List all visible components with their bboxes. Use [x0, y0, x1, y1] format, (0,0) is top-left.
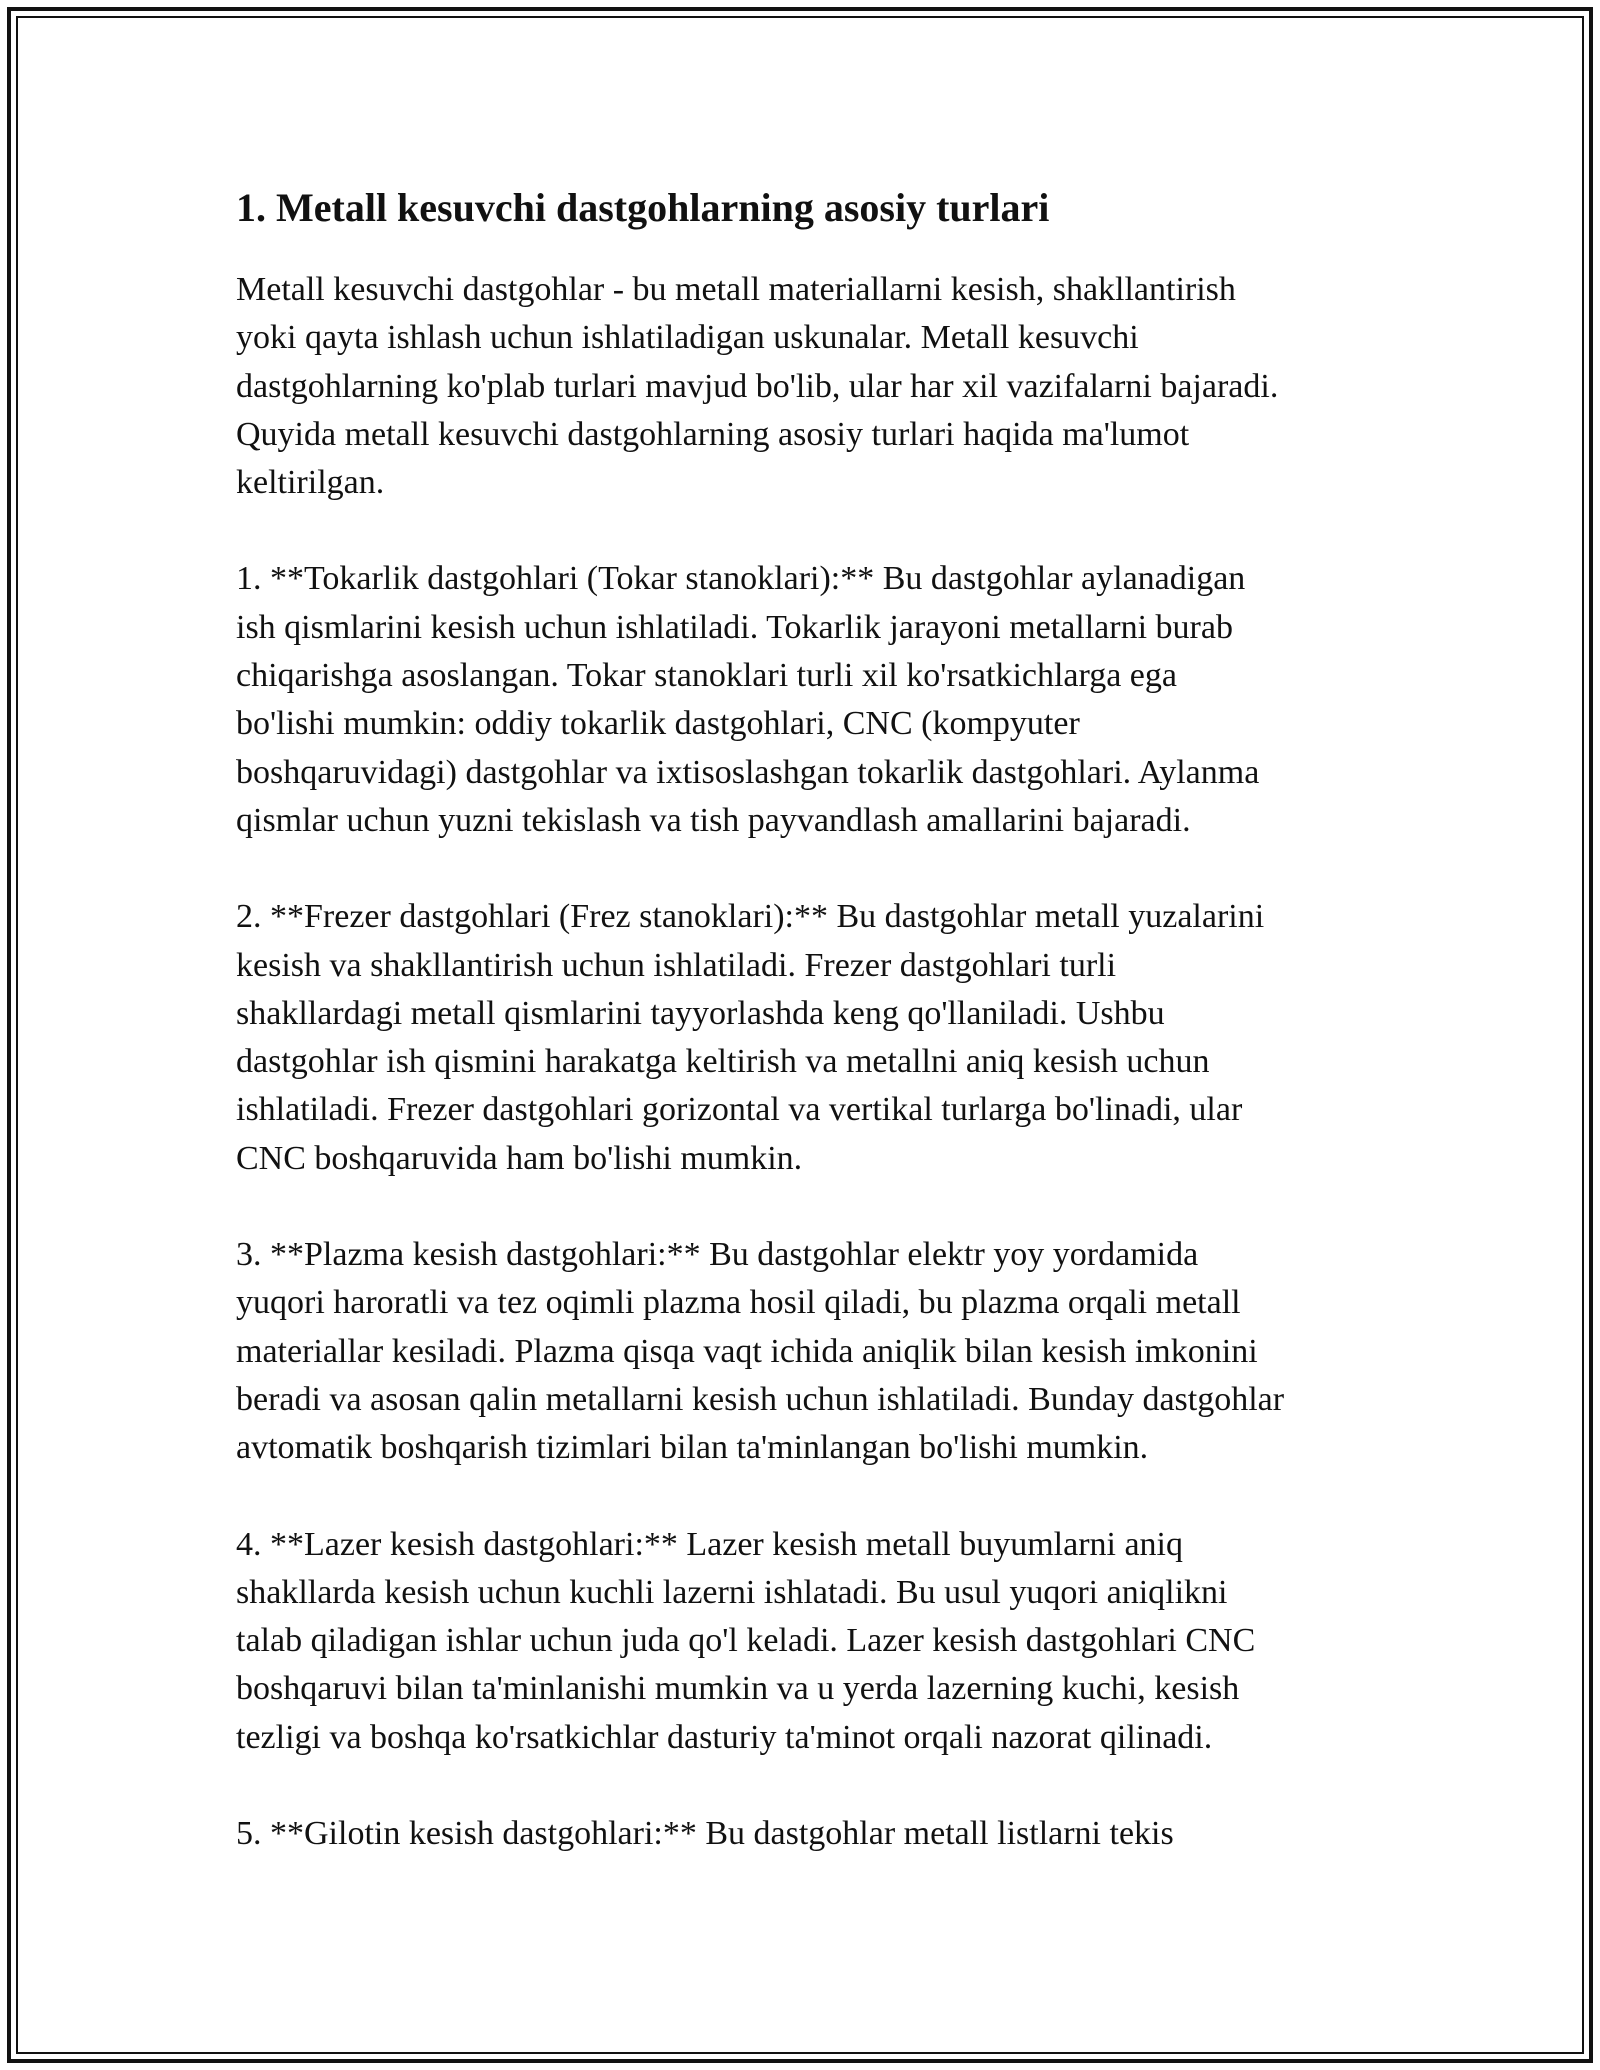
- list-item-paragraph: [236, 893, 1386, 1183]
- list-item-paragraph: [236, 1810, 1386, 1858]
- text-line: yuqori haroratli va tez oqimli plazma hosil qiladi, bu plazma orqali metall: [236, 1284, 1241, 1322]
- text-line: 3. **Plazma kesish dastgohlari:** Bu dastgohlar elektr yoy yordamida: [236, 1236, 1199, 1274]
- text-line: avtomatik boshqarish tizimlari bilan ta'minlangan bo'lishi mumkin.: [236, 1429, 1149, 1467]
- text-line: qismlar uchun yuzni tekislash va tish payvandlash amallarini bajaradi.: [236, 801, 1191, 839]
- list-item-paragraph: [236, 1521, 1386, 1762]
- text-line: 2. **Frezer dastgohlari (Frez stanoklari):** Bu dastgohlar metall yuzalarini: [236, 898, 1265, 936]
- text-line: talab qiladigan ishlar uchun juda qo'l keladi. Lazer kesish dastgohlari CNC: [236, 1622, 1256, 1660]
- text-line: boshqaruvidagi) dastgohlar va ixtisoslashgan tokarlik dastgohlari. Aylanma: [236, 753, 1260, 791]
- list-item-paragraph: [236, 1231, 1386, 1472]
- text-line: boshqaruvi bilan ta'minlanishi mumkin va u yerda lazerning kuchi, kesish: [236, 1670, 1240, 1708]
- intro-paragraph: [236, 266, 1386, 507]
- text-line: chiqarishga asoslangan. Tokar stanoklari turli xil ko'rsatkichlarga ega: [236, 657, 1177, 695]
- text-line: yoki qayta ishlash uchun ishlatiladigan uskunalar. Metall kesuvchi: [236, 319, 1139, 357]
- text-line: keltirilgan.: [236, 464, 385, 502]
- document-body: [236, 184, 1386, 1906]
- document-title: 1. Metall kesuvchi dastgohlarning asosiy turlari: [236, 185, 1050, 230]
- text-line: 1. **Tokarlik dastgohlari (Tokar stanoklari):** Bu dastgohlar aylanadigan: [236, 560, 1246, 598]
- text-line: 4. **Lazer kesish dastgohlari:** Lazer kesish metall buyumlarni aniq: [236, 1525, 1184, 1563]
- text-line: 5. **Gilotin kesish dastgohlari:** Bu dastgohlar metall listlarni tekis: [236, 1815, 1174, 1853]
- text-line: shakllarda kesish uchun kuchli lazerni ishlatadi. Bu usul yuqori aniqlikni: [236, 1573, 1228, 1611]
- text-line: ishlatiladi. Frezer dastgohlari gorizontal va vertikal turlarga bo'linadi, ular: [236, 1091, 1243, 1129]
- text-line: kesish va shakllantirish uchun ishlatiladi. Frezer dastgohlari turli: [236, 946, 1117, 984]
- text-line: tezligi va boshqa ko'rsatkichlar dasturiy ta'minot orqali nazorat qilinadi.: [236, 1718, 1213, 1756]
- text-line: ish qismlarini kesish uchun ishlatiladi. Tokarlik jarayoni metallarni burab: [236, 608, 1233, 646]
- text-line: Metall kesuvchi dastgohlar - bu metall materiallarni kesish, shakllantirish: [236, 271, 1236, 308]
- text-line: shakllardagi metall qismlarini tayyorlashda keng qo'llaniladi. Ushbu: [236, 994, 1165, 1032]
- list-item-paragraph: [236, 555, 1386, 845]
- text-line: Quyida metall kesuvchi dastgohlarning asosiy turlari haqida ma'lumot: [236, 415, 1190, 453]
- text-line: bo'lishi mumkin: oddiy tokarlik dastgohlari, CNC (kompyuter: [236, 705, 1080, 743]
- text-line: CNC boshqaruvida ham bo'lishi mumkin.: [236, 1139, 803, 1177]
- text-line: dastgohlarning ko'plab turlari mavjud bo'lib, ular har xil vazifalarni bajaradi.: [236, 367, 1279, 405]
- text-line: dastgohlar ish qismini harakatga keltirish va metallni aniq kesish uchun: [236, 1043, 1210, 1081]
- text-line: materiallar kesiladi. Plazma qisqa vaqt ichida aniqlik bilan kesish imkonini: [236, 1332, 1258, 1370]
- text-line: beradi va asosan qalin metallarni kesish uchun ishlatiladi. Bunday dastgohlar: [236, 1380, 1285, 1418]
